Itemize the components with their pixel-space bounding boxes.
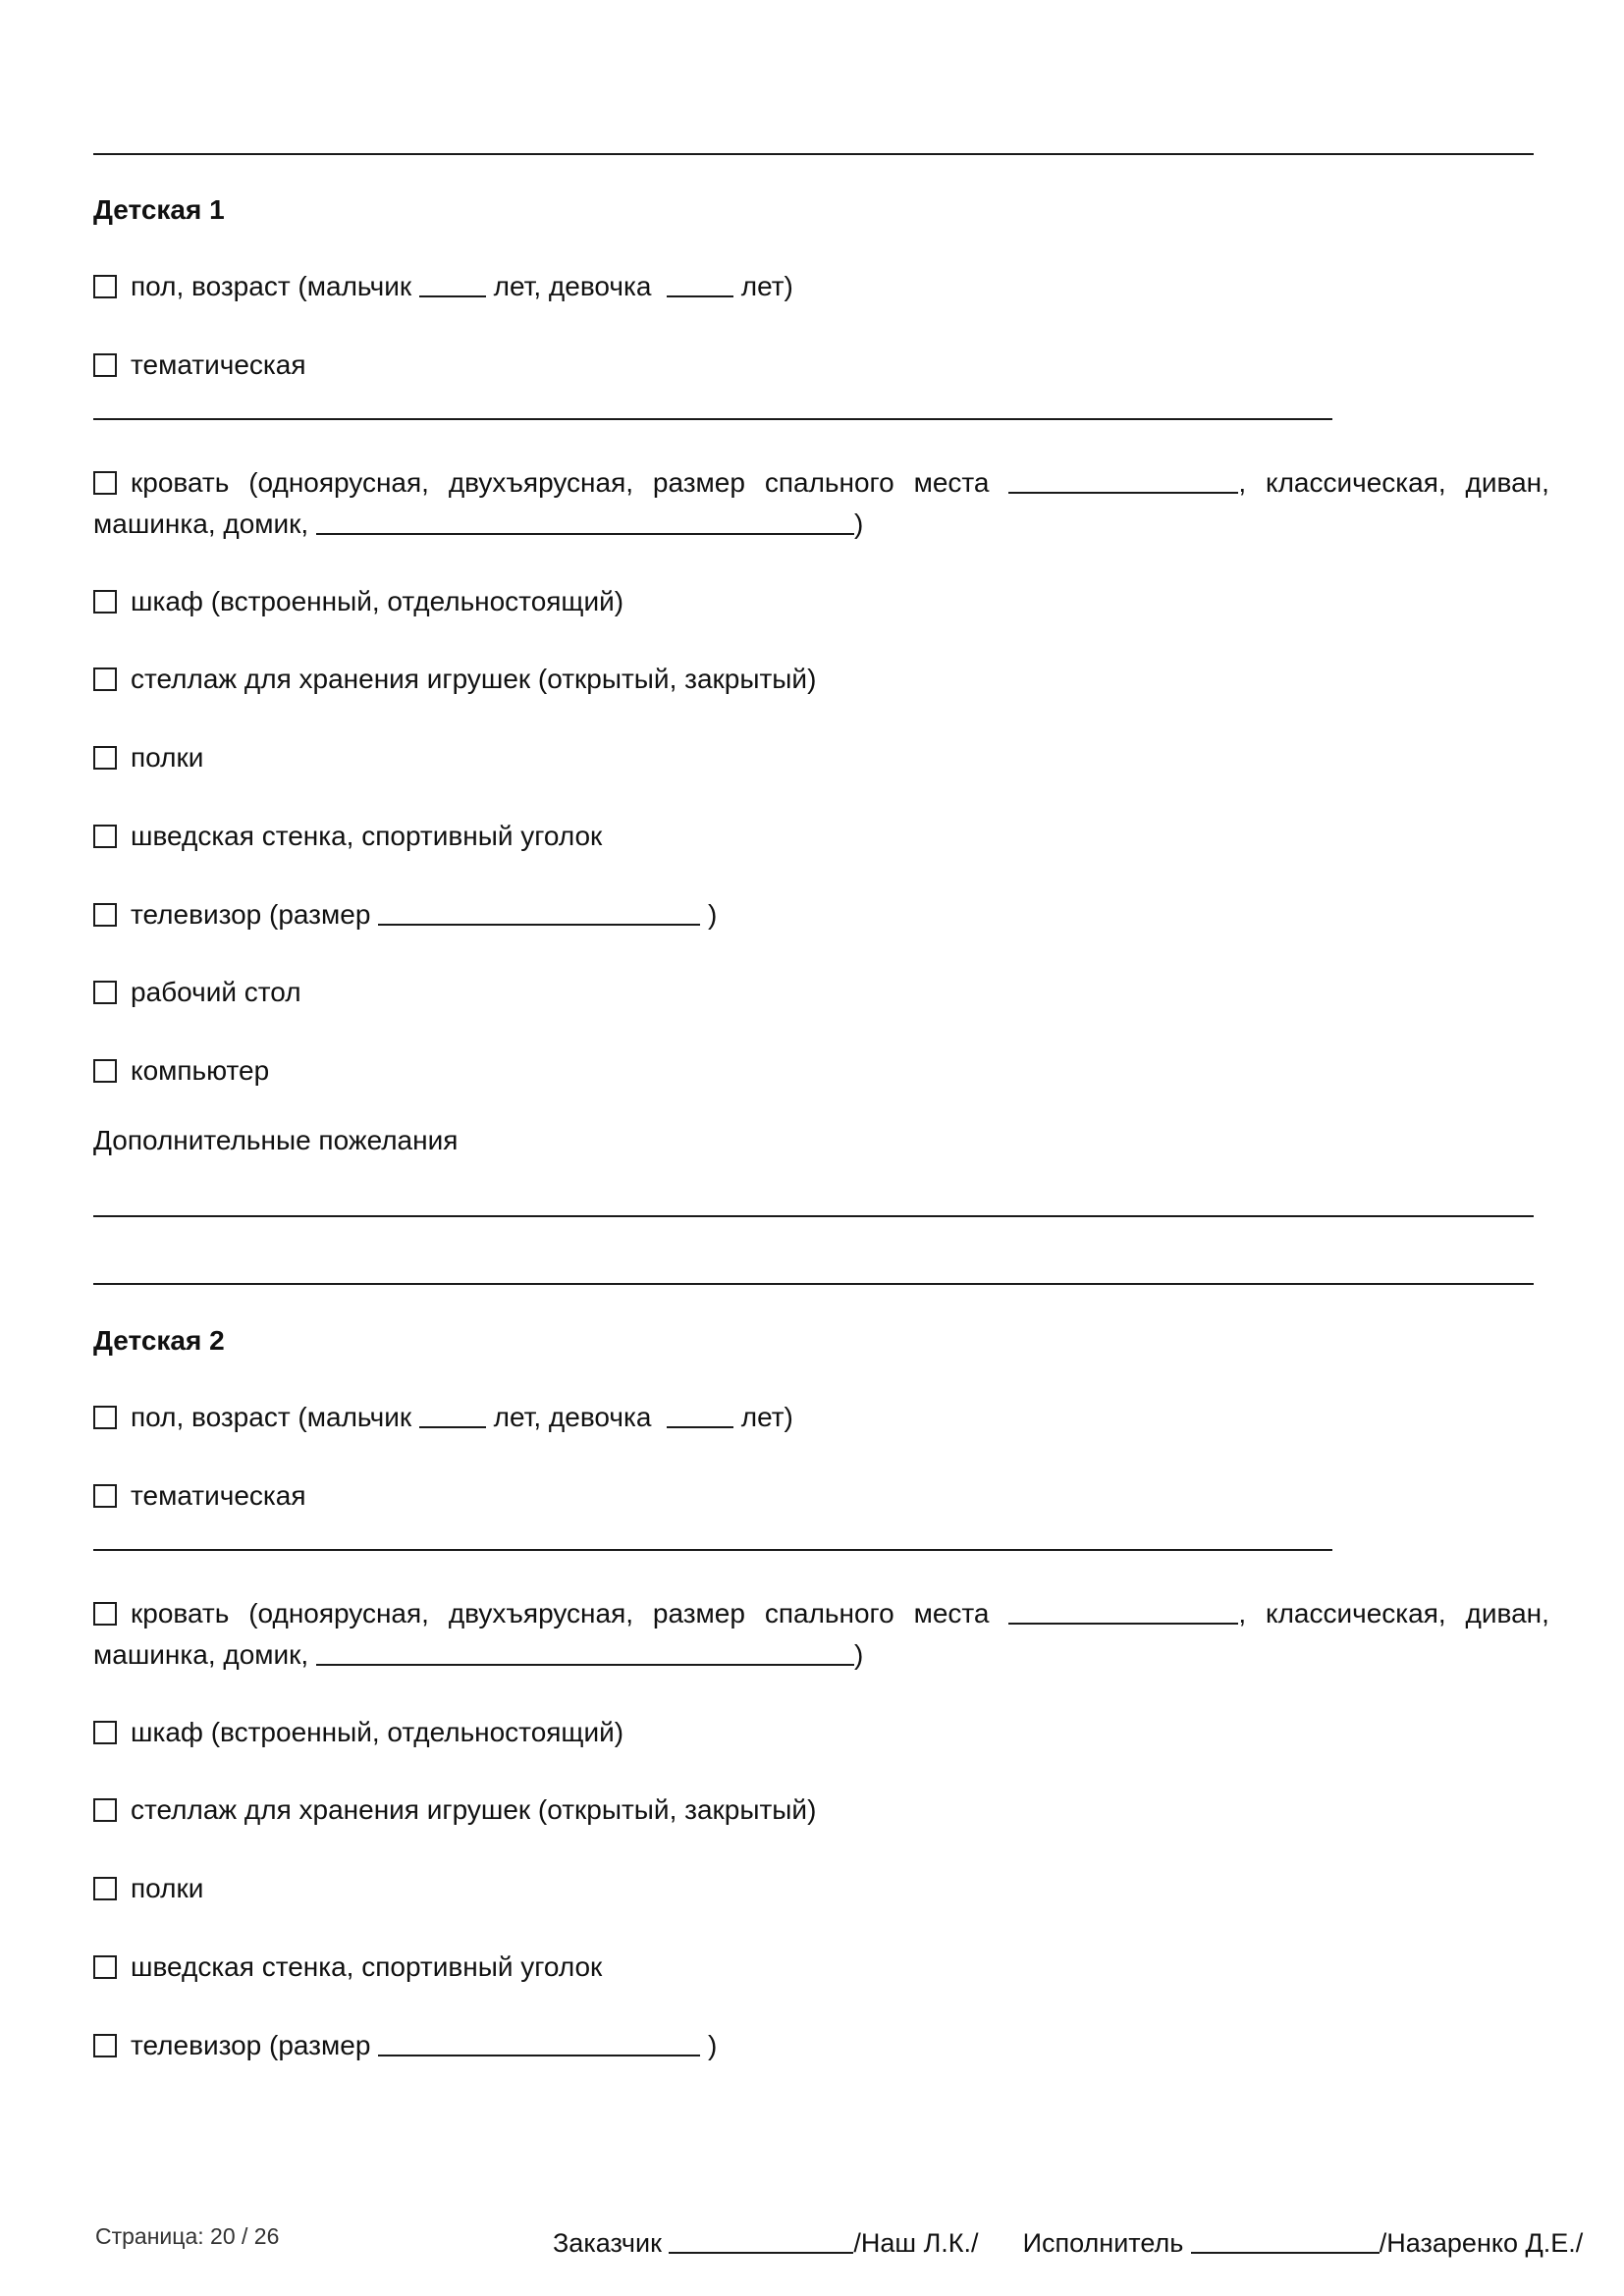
shelves-label: полки — [131, 742, 204, 773]
thematic-label-2: тематическая — [131, 1480, 306, 1511]
customer-label: Заказчик — [553, 2228, 662, 2258]
executor-name: /Назаренко Д.Е./ — [1379, 2228, 1584, 2258]
girl-age-blank[interactable] — [667, 270, 733, 297]
checkbox-gender-age-2[interactable] — [93, 1406, 117, 1429]
section2-shelves-row — [93, 1871, 203, 1906]
bed-word-3: двухъярусная, — [448, 467, 634, 498]
bed-size-group: , — [1008, 465, 1246, 501]
bed-word-4: размер — [652, 467, 745, 498]
bed-line2-close: ) — [854, 508, 864, 539]
customer-name: /Наш Л.К./ — [853, 2228, 979, 2258]
checkbox-tv-2[interactable] — [93, 2034, 117, 2057]
tv-label-2: телевизор (размер — [131, 2030, 371, 2060]
girl-age-blank-2[interactable] — [667, 1401, 733, 1428]
bed-word-6-2: места — [913, 1598, 990, 1629]
gender-age-label-b: лет, девочка — [493, 271, 652, 301]
executor-label: Исполнитель — [1022, 2228, 1184, 2258]
boy-age-blank-2[interactable] — [419, 1401, 486, 1428]
section1-bed-row-2 — [93, 507, 863, 542]
section2-thematic-row — [93, 1478, 306, 1514]
checkbox-wardrobe-2[interactable] — [93, 1721, 117, 1744]
extra-wishes-line-2[interactable] — [93, 1283, 1534, 1285]
checkbox-wardrobe[interactable] — [93, 590, 117, 614]
signature-row — [553, 2226, 1583, 2259]
shelving-label: стеллаж для хранения игрушек (открытый, закрытый) — [131, 664, 817, 694]
computer-label: компьютер — [131, 1055, 270, 1086]
checkbox-gender-age[interactable] — [93, 275, 117, 298]
checkbox-tv[interactable] — [93, 903, 117, 927]
bed-other-blank-2[interactable] — [316, 1638, 854, 1666]
bed-size-blank[interactable] — [1008, 466, 1238, 494]
checkbox-thematic[interactable] — [93, 353, 117, 377]
section1-heading: Детская 1 — [93, 194, 225, 225]
section1-bed-row — [93, 465, 1549, 501]
bed-line2-label: машинка, домик, — [93, 508, 309, 539]
checkbox-shelving-2[interactable] — [93, 1798, 117, 1822]
wardrobe-label: шкаф (встроенный, отдельностоящий) — [131, 586, 624, 616]
thematic-blank-line-2[interactable] — [93, 1549, 1332, 1551]
tv-close: ) — [707, 899, 718, 930]
checkbox-sport[interactable] — [93, 825, 117, 848]
section1-shelves-row — [93, 740, 203, 775]
section1-computer-row — [93, 1053, 269, 1089]
tv-label: телевизор (размер — [131, 899, 371, 930]
section1-extra-label: Дополнительные пожелания — [93, 1125, 459, 1155]
gender-age-label-a-2: пол, возраст (мальчик — [131, 1402, 412, 1432]
page-number: Страница: 20 / 26 — [95, 2223, 280, 2249]
gender-age-label-a: пол, возраст (мальчик — [131, 271, 412, 301]
bed-word-2: (одноярусная, — [248, 467, 429, 498]
bed-classic: классическая, — [1266, 467, 1446, 498]
tv-close-2: ) — [707, 2030, 718, 2060]
bed-sofa: диван, — [1465, 467, 1549, 498]
checkbox-sport-2[interactable] — [93, 1955, 117, 1979]
section2-wardrobe-row — [93, 1715, 623, 1750]
section2-bed-row-2 — [93, 1637, 863, 1673]
sport-label: шведская стенка, спортивный уголок — [131, 821, 603, 851]
section2-gender-age-row — [93, 1400, 793, 1435]
bed-word-5: спального — [764, 467, 894, 498]
checkbox-bed-2[interactable] — [93, 1602, 117, 1626]
tv-size-blank-2[interactable] — [378, 2029, 700, 2056]
bed-word-4-2: размер — [652, 1598, 745, 1629]
checkbox-desk[interactable] — [93, 981, 117, 1004]
bed-other-blank[interactable] — [316, 507, 854, 535]
bed-word-6: места — [913, 467, 990, 498]
section1-tv-row — [93, 897, 717, 933]
boy-age-blank[interactable] — [419, 270, 486, 297]
section1-desk-row — [93, 975, 301, 1010]
bed-line2-close-2: ) — [854, 1639, 864, 1670]
checkbox-bed[interactable] — [93, 471, 117, 495]
checkbox-shelving[interactable] — [93, 667, 117, 691]
bed-word-3-2: двухъярусная, — [448, 1598, 634, 1629]
executor-signature-blank[interactable] — [1191, 2226, 1380, 2254]
sport-label-2: шведская стенка, спортивный уголок — [131, 1951, 603, 1982]
section2-tv-row — [93, 2028, 717, 2063]
bed-size-blank-2[interactable] — [1008, 1597, 1238, 1625]
thematic-blank-line[interactable] — [93, 418, 1332, 420]
section1-wardrobe-row — [93, 584, 623, 619]
checkbox-computer[interactable] — [93, 1059, 117, 1083]
section1-shelving-row — [93, 662, 816, 697]
bed-word-5-2: спального — [764, 1598, 894, 1629]
bed-word-1: кровать — [93, 465, 229, 501]
bed-word-1-2: кровать — [93, 1596, 229, 1631]
thematic-label: тематическая — [131, 349, 306, 380]
gender-age-label-c-2: лет) — [740, 1402, 793, 1432]
bed-word-2-2: (одноярусная, — [248, 1598, 429, 1629]
section2-bed-row — [93, 1596, 1549, 1631]
section1-sport-row — [93, 819, 602, 854]
bed-size-group-2: , — [1008, 1596, 1246, 1631]
section2-sport-row — [93, 1949, 602, 1985]
tv-size-blank[interactable] — [378, 898, 700, 926]
checkbox-thematic-2[interactable] — [93, 1484, 117, 1508]
top-divider-line — [93, 153, 1534, 155]
bed-sofa-2: диван, — [1465, 1598, 1549, 1629]
checkbox-shelves-2[interactable] — [93, 1877, 117, 1900]
section2-heading: Детская 2 — [93, 1325, 225, 1356]
shelving-label-2: стеллаж для хранения игрушек (открытый, закрытый) — [131, 1794, 817, 1825]
desk-label: рабочий стол — [131, 977, 301, 1007]
customer-signature-blank[interactable] — [669, 2226, 853, 2254]
bed-line2-label-2: машинка, домик, — [93, 1639, 309, 1670]
section2-shelving-row — [93, 1792, 816, 1828]
section1-thematic-row — [93, 347, 306, 383]
wardrobe-label-2: шкаф (встроенный, отдельностоящий) — [131, 1717, 624, 1747]
gender-age-label-c: лет) — [740, 271, 793, 301]
section1-gender-age-row — [93, 269, 793, 304]
gender-age-label-b-2: лет, девочка — [493, 1402, 652, 1432]
extra-wishes-line-1[interactable] — [93, 1215, 1534, 1217]
bed-classic-2: классическая, — [1266, 1598, 1446, 1629]
checkbox-shelves[interactable] — [93, 746, 117, 770]
shelves-label-2: полки — [131, 1873, 204, 1903]
